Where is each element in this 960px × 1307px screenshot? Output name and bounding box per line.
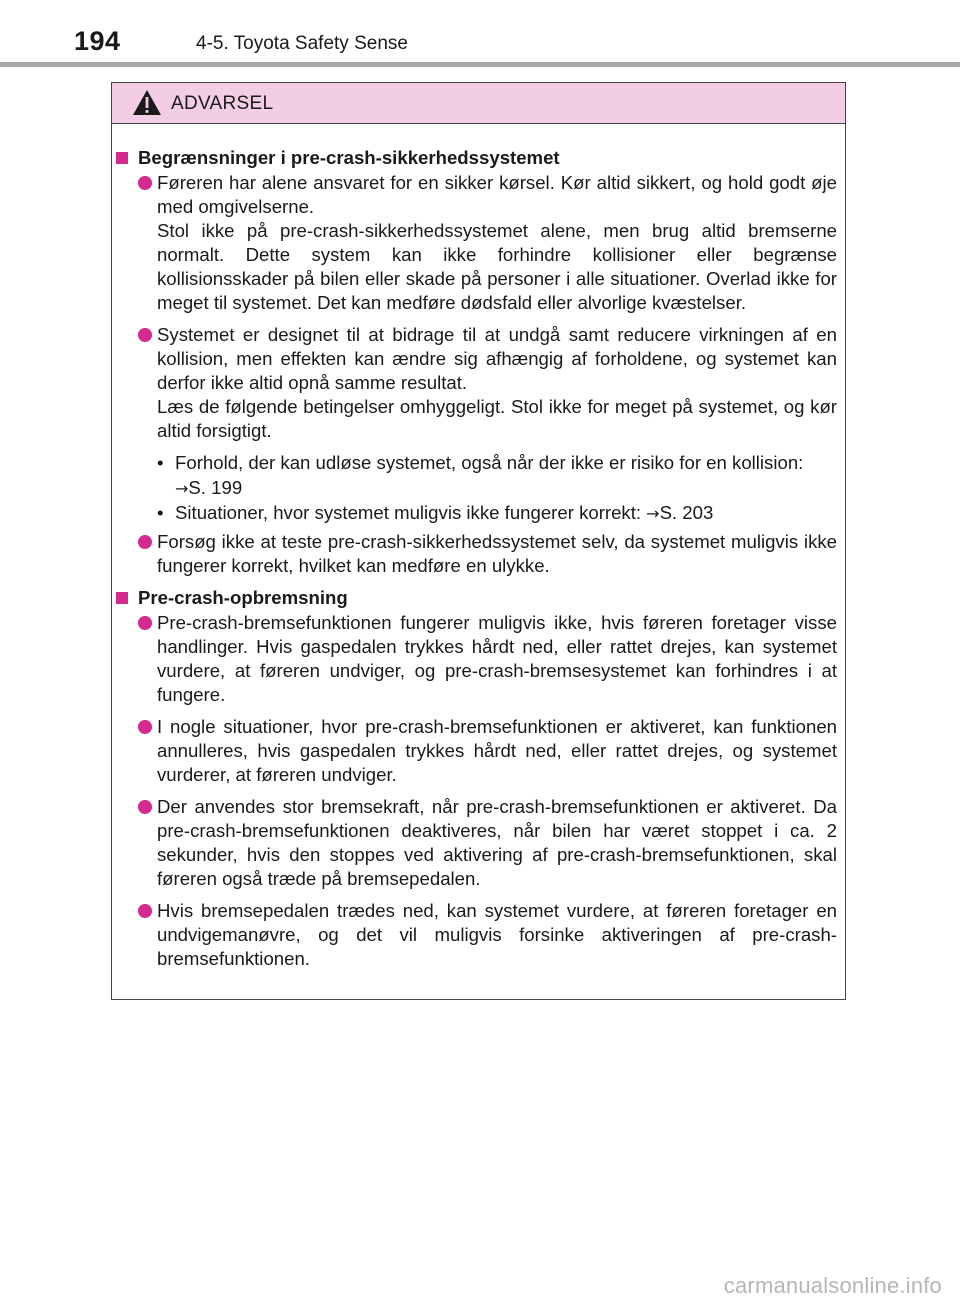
- section-title-text: Begrænsninger i pre-crash-sikkerhedssystemet: [138, 147, 560, 168]
- bullet-paragraph: Hvis bremsepedalen trædes ned, kan systemet vurdere, at føreren foretager en undvigemanøvre, og det vil muligvis forsinke aktiveringen af pre-crash-bremsefunktionen.: [157, 900, 837, 969]
- sub-item-text: Situationer, hvor systemet muligvis ikke fungerer korrekt:: [175, 502, 642, 523]
- section-title-text: Pre-crash-opbremsning: [138, 587, 348, 608]
- section-title: [116, 146, 837, 170]
- small-bullet-icon: •: [157, 452, 164, 473]
- bullet-item: [116, 171, 837, 315]
- bullet-paragraph: Stol ikke på pre-crash-sikkerhedssystemet alene, men brug altid bremserne normalt. Dette system kan ikke forhindre kollisioner eller begrænse kollisionsskader på bilen eller skade på personer i alle situationer. Overlad ikke for meget til systemet. Det kan medføre dødsfald eller alvorlige kvæstelser.: [157, 220, 837, 313]
- bullet-paragraph: Forsøg ikke at teste pre-crash-sikkerhedssystemet selv, da systemet muligvis ikke fungerer korrekt, hvilket kan medføre en ulykke.: [157, 531, 837, 576]
- header-divider: [0, 62, 960, 67]
- circle-bullet-icon: [138, 176, 152, 190]
- page-reference-link[interactable]: S. 199: [188, 477, 243, 498]
- sub-list-item: [116, 451, 837, 501]
- page-number: 194: [74, 26, 121, 56]
- circle-bullet-icon: [138, 535, 152, 549]
- warning-body: [112, 124, 845, 971]
- bullet-item: [116, 899, 837, 971]
- warning-label: ADVARSEL: [171, 93, 274, 114]
- circle-bullet-icon: [138, 904, 152, 918]
- circle-bullet-icon: [138, 720, 152, 734]
- page-header: [0, 0, 960, 62]
- circle-bullet-icon: [138, 800, 152, 814]
- square-bullet-icon: [116, 592, 128, 604]
- bullet-item: [116, 795, 837, 891]
- small-bullet-icon: •: [157, 502, 164, 523]
- warning-header: [112, 83, 845, 124]
- bullet-paragraph: Der anvendes stor bremsekraft, når pre-crash-bremsefunktionen er aktiveret. Da pre-crash-bremsefunktionen deaktiveres, når bilen har været stoppet i ca. 2 sekunder, hvis den stoppes ved aktivering af pre-crash-bremsefunktionen, skal føreren også træde på bremsepedalen.: [157, 796, 837, 889]
- warning-section: [116, 586, 837, 971]
- bullet-item: [116, 611, 837, 707]
- page-reference-link[interactable]: S. 203: [659, 502, 714, 523]
- circle-bullet-icon: [138, 328, 152, 342]
- chapter-title: 4-5. Toyota Safety Sense: [196, 33, 408, 54]
- reference-arrow-icon: →: [175, 479, 189, 498]
- sub-list-item: [116, 501, 837, 526]
- warning-box: [111, 82, 846, 1000]
- bullet-paragraph: Pre-crash-bremsefunktionen fungerer muligvis ikke, hvis føreren foretager visse handlinger. Hvis gaspedalen trykkes hårdt ned, eller rattet drejes, kan systemet vurdere, at føreren undviger, og pre-crash-bremsesystemet kan forhindres i at fungere.: [157, 612, 837, 705]
- bullet-item: [116, 530, 837, 578]
- bullet-paragraph: Læs de følgende betingelser omhyggeligt. Stol ikke for meget på systemet, og kør altid forsigtigt.: [157, 396, 837, 441]
- bullet-paragraph: Føreren har alene ansvaret for en sikker kørsel. Kør altid sikkert, og hold godt øje med omgivelserne.: [157, 172, 837, 217]
- square-bullet-icon: [116, 152, 128, 164]
- bullet-paragraph: Systemet er designet til at bidrage til at undgå samt reducere virkningen af en kollision, men effekten kan ændre sig afhængig af forholdene, og systemet kan derfor ikke altid opnå samme resultat.: [157, 324, 837, 393]
- sub-item-text: Forhold, der kan udløse systemet, også når der ikke er risiko for en kollision:: [175, 452, 804, 473]
- warning-section: [116, 146, 837, 578]
- reference-arrow-icon: →: [641, 504, 660, 523]
- bullet-paragraph: I nogle situationer, hvor pre-crash-bremsefunktionen er aktiveret, kan funktionen annulleres, hvis gaspedalen trykkes hårdt ned, eller rattet drejes, og systemet vurderer, at føreren undviger.: [157, 716, 837, 785]
- bullet-item: [116, 715, 837, 787]
- circle-bullet-icon: [138, 616, 152, 630]
- bullet-item: [116, 323, 837, 443]
- watermark: carmanualsonline.info: [723, 1273, 942, 1298]
- warning-triangle-icon: [132, 89, 162, 116]
- section-title: [116, 586, 837, 610]
- sub-list: [116, 451, 837, 526]
